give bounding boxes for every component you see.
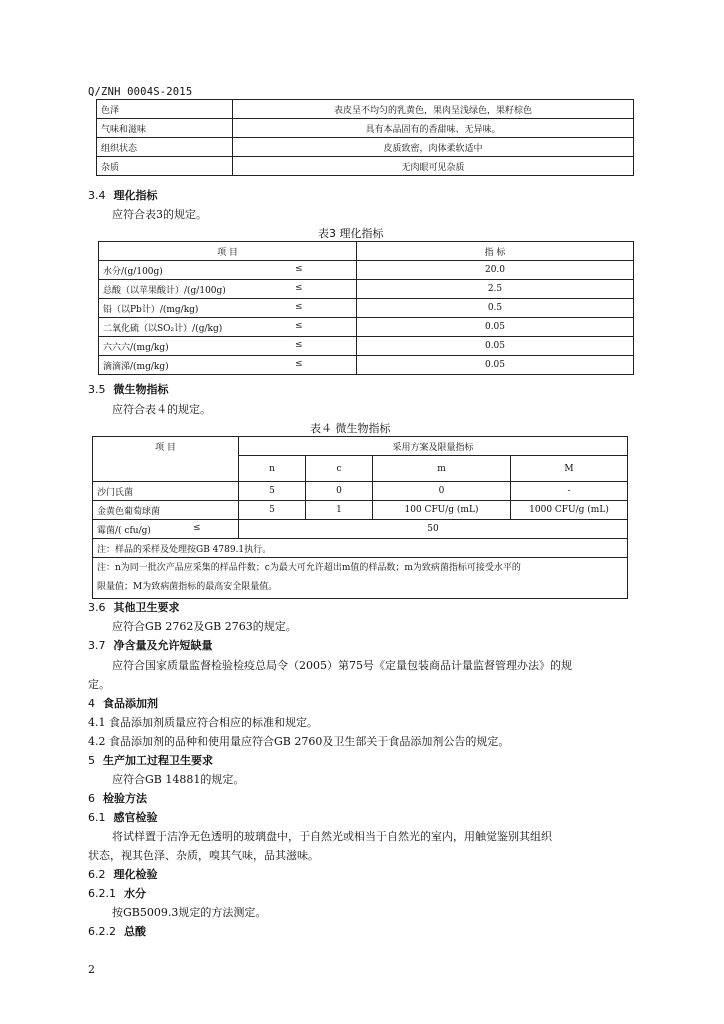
section-3-5-heading xyxy=(88,381,169,397)
section-3-5-text: 应符合表４的规定。 xyxy=(112,403,211,416)
row-name: 铅（以Pb计）/(mg/kg) xyxy=(103,304,199,315)
cell-m: 0 xyxy=(373,482,511,501)
section-5-text: 应符合GB 14881的规定。 xyxy=(112,773,245,786)
section-title: 其他卫生要求 xyxy=(113,601,180,614)
row-name: 沙门氏菌 xyxy=(93,482,239,501)
section-6-heading xyxy=(88,790,147,806)
item-4-1: 4.1 食品添加剂质量应符合相应的标准和规定。 xyxy=(88,716,318,729)
section-title: 总酸 xyxy=(124,925,146,938)
table-row xyxy=(97,119,634,138)
row-value: 0.05 xyxy=(357,318,634,337)
section-6-2-2-heading xyxy=(88,923,146,939)
cell-M: 1000 CFU/g (mL) xyxy=(511,501,628,520)
section-title: 食品添加剂 xyxy=(103,697,158,710)
section-3-7-text-line-1: 应符合国家质量监督检验检疫总局令（2005）第75号《定量包装商品计量监督管理办法》的规 xyxy=(112,659,572,672)
row-value: 0.5 xyxy=(357,299,634,318)
cell-requirement: 表皮呈不均匀的乳黄色，果肉呈浅绿色，果籽棕色 xyxy=(233,100,634,119)
cell-n: 5 xyxy=(239,482,306,501)
page-number: 2 xyxy=(88,963,95,976)
document-code: Q/ZNH 0004S-2015 xyxy=(88,86,193,98)
section-3-6-text: 应符合GB 2762及GB 2763的规定。 xyxy=(112,620,297,633)
section-3-7-heading xyxy=(88,637,213,653)
table-header-row xyxy=(93,437,628,456)
table-note-row xyxy=(93,539,628,558)
section-title: 检验方法 xyxy=(103,792,147,805)
table-row xyxy=(97,138,634,157)
section-6-1-text-line-1: 将试样置于洁净无色透明的玻璃盘中，于自然光或相当于自然光的室内，用触觉鉴别其组织 xyxy=(112,830,552,843)
header-value: 指 标 xyxy=(357,242,634,261)
le-symbol: ≤ xyxy=(295,301,303,312)
table-row xyxy=(97,100,634,119)
header-c: c xyxy=(306,456,373,482)
le-symbol: ≤ xyxy=(295,358,303,369)
le-symbol: ≤ xyxy=(295,282,303,293)
note-2-line-1: 注：n为同一批次产品应采集的样品件数；c为最大可允许超出m值的样品数；m为致病菌指标可接受水平的 xyxy=(97,563,521,573)
section-5-heading xyxy=(88,752,213,768)
mold-value: 50 xyxy=(239,520,628,539)
section-6-2-1-heading xyxy=(88,885,146,901)
section-6-1-heading xyxy=(88,809,158,825)
table-header-row xyxy=(99,242,634,261)
section-number: 6.1 xyxy=(88,811,106,824)
section-title: 理化指标 xyxy=(113,189,158,202)
section-title: 感官检验 xyxy=(113,811,158,824)
section-number: 6.2.2 xyxy=(88,925,116,938)
header-n: n xyxy=(239,456,306,482)
note-2-line-2: 限量值；M为致病菌指标的最高安全限量值。 xyxy=(97,582,278,592)
cell-item: 组织状态 xyxy=(97,138,233,157)
section-number: 3.4 xyxy=(88,189,106,202)
header-M: M xyxy=(511,456,628,482)
row-value: 0.05 xyxy=(357,356,634,375)
row-name: 水分/(g/100g) xyxy=(103,266,163,277)
section-number: 6 xyxy=(88,792,95,805)
item-4-2: 4.2 食品添加剂的品种和使用量应符合GB 2760及卫生部关于食品添加剂公告的规定。 xyxy=(88,735,510,748)
table4-caption: 表４ 微生物指标 xyxy=(310,422,391,435)
section-number: 5 xyxy=(88,754,95,767)
cell-item: 色泽 xyxy=(97,100,233,119)
cell-requirement: 无肉眼可见杂质 xyxy=(233,157,634,176)
section-6-2-heading xyxy=(88,866,158,882)
le-symbol: ≤ xyxy=(295,339,303,350)
section-number: 3.6 xyxy=(88,601,106,614)
cell-requirement: 具有本品固有的香甜味、无异味。 xyxy=(233,119,634,138)
section-4-heading xyxy=(88,695,158,711)
section-title: 微生物指标 xyxy=(113,383,169,396)
le-symbol: ≤ xyxy=(295,263,303,274)
section-title: 水分 xyxy=(124,887,146,900)
header-item: 项 目 xyxy=(99,242,357,261)
table-row xyxy=(99,280,634,299)
cell-c: 1 xyxy=(306,501,373,520)
table3 xyxy=(98,241,634,375)
le-symbol: ≤ xyxy=(295,320,303,331)
table-row xyxy=(93,520,628,539)
section-3-4-text: 应符合表3的规定。 xyxy=(112,208,207,221)
note-1: 注：样品的采样及处理按GB 4789.1执行。 xyxy=(93,539,628,558)
cell-item: 杂质 xyxy=(97,157,233,176)
section-number: 6.2 xyxy=(88,868,106,881)
section-number: 3.7 xyxy=(88,639,106,652)
table3-caption: 表3 理化指标 xyxy=(318,227,384,240)
section-title: 净含量及允许短缺量 xyxy=(113,639,213,652)
table-row xyxy=(93,482,628,501)
section-number: 6.2.1 xyxy=(88,887,116,900)
section-number: 4 xyxy=(88,697,95,710)
cell-c: 0 xyxy=(306,482,373,501)
row-value: 2.5 xyxy=(357,280,634,299)
row-name: 六六六/(mg/kg) xyxy=(103,342,169,353)
section-3-4-heading xyxy=(88,187,158,203)
section-title: 理化检验 xyxy=(113,868,158,881)
row-name: 总酸（以苹果酸计）/(g/100g) xyxy=(103,285,226,296)
section-title: 生产加工过程卫生要求 xyxy=(103,754,213,767)
table-row xyxy=(93,501,628,520)
header-item: 项 目 xyxy=(93,437,239,482)
note-2 xyxy=(93,558,628,599)
cell-m: 100 CFU/g (mL) xyxy=(373,501,511,520)
cell-item: 气味和滋味 xyxy=(97,119,233,138)
sensory-table xyxy=(96,99,634,176)
row-name: 二氧化硫（以SO₂计）/(g/kg) xyxy=(103,323,223,334)
header-plan: 采用方案及限量指标 xyxy=(239,437,628,456)
table-row xyxy=(99,261,634,280)
row-name: 霉菌/( cfu/g) xyxy=(97,525,151,536)
table4 xyxy=(92,436,628,599)
row-value: 20.0 xyxy=(357,261,634,280)
cell-M: - xyxy=(511,482,628,501)
cell-requirement: 皮质致密，肉体柔软适中 xyxy=(233,138,634,157)
section-3-6-heading xyxy=(88,599,180,615)
le-symbol: ≤ xyxy=(193,522,201,533)
table-note-row xyxy=(93,558,628,599)
table-row xyxy=(99,356,634,375)
section-6-2-1-text: 按GB5009.3规定的方法测定。 xyxy=(112,906,267,919)
header-m: m xyxy=(373,456,511,482)
section-number: 3.5 xyxy=(88,383,106,396)
row-name: 滴滴涕/(mg/kg) xyxy=(103,361,169,372)
table-row xyxy=(99,318,634,337)
section-3-7-text-line-2: 定。 xyxy=(88,678,110,691)
row-name: 金黄色葡萄球菌 xyxy=(93,501,239,520)
section-6-1-text-line-2: 状态，视其色泽、杂质，嗅其气味，品其滋味。 xyxy=(88,849,319,862)
table-row xyxy=(99,299,634,318)
table-row xyxy=(97,157,634,176)
row-value: 0.05 xyxy=(357,337,634,356)
cell-n: 5 xyxy=(239,501,306,520)
table-row xyxy=(99,337,634,356)
